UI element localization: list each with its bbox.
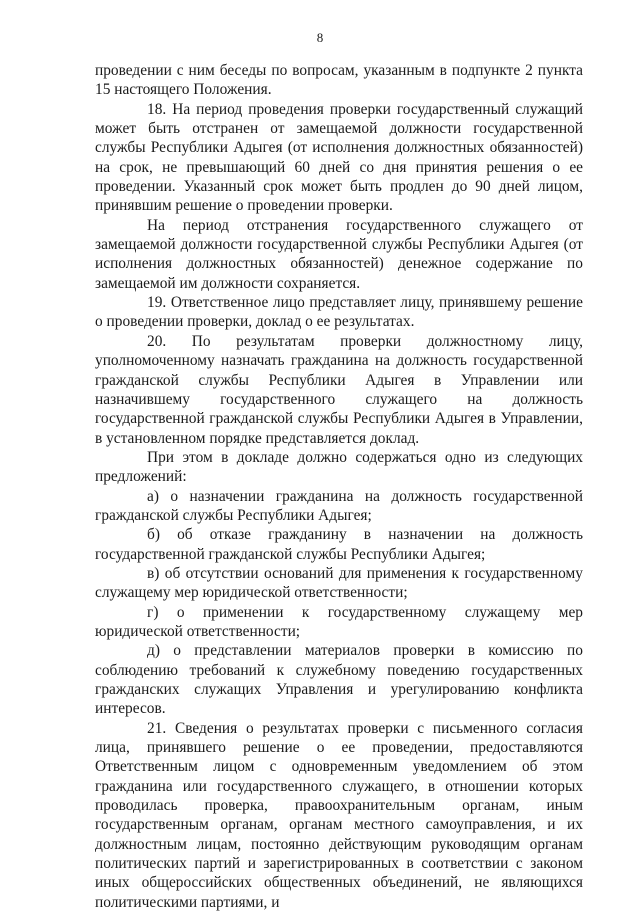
- paragraph-18: 18. На период проведения проверки государственный служащий может быть отстранен от замещаемой должности государственной службы Республики Адыгея (от исполнения должностных обязанностей) на срок, не превышающий 60 дней со дня принятия решения о ее проведении. Указанный срок может быть продлен до 90 дней лицом, принявшим решение о проведении проверки.: [95, 100, 583, 215]
- paragraph-21: 21. Сведения о результатах проверки с письменного согласия лица, принявшего решение о ее проведении, предоставляются Ответственным лицом с одновременным уведомлением об этом гражданина или государственного служащего, в отношении которых проводилась проверка, правоохранительным органам, иным государственным органам, органам местного самоуправления, и их должностным лицам, постоянно действующим руководящим органам политических партий и зарегистрированных в соответствии с законом иных общероссийских общественных объединений, не являющихся политическими партиями, и: [95, 719, 583, 911]
- list-item-v: в) об отсутствии оснований для применения к государственному служащему мер юридической ответственности;: [95, 564, 583, 602]
- paragraph-20-intro: При этом в докладе должно содержаться одно из следующих предложений:: [95, 448, 583, 486]
- list-item-b: б) об отказе гражданину в назначении на должность государственной гражданской службы Республики Адыгея;: [95, 526, 583, 563]
- list-item-d: д) о представлении материалов проверки в комиссию по соблюдению требований к служебному поведению государственных гражданских служащих Управления и урегулированию конфликта интересов.: [95, 642, 583, 718]
- paragraph-18-salary: На период отстранения государственного служащего от замещаемой должности государственной службы Республики Адыгея (от исполнения должностных обязанностей) денежное содержание по замещаемой им должности сохраняется.: [95, 216, 583, 292]
- list-item-a: а) о назначении гражданина на должность государственной гражданской службы Республики Адыгея;: [95, 487, 583, 524]
- list-item-g: г) о применении к государственному служащему мер юридической ответственности;: [95, 603, 583, 640]
- document-body: [95, 61, 583, 912]
- paragraph-19: 19. Ответственное лицо представляет лицу, принявшему решение о проведении проверки, доклад о ее результатах.: [95, 294, 583, 331]
- paragraph-20: 20. По результатам проверки должностному лицу, уполномоченному назначать гражданина на должность государственной гражданской службы Республики Адыгея в Управлении или назначившему государственного служащего на должность государственной гражданской службы Республики Адыгея в Управлении, в установленном порядке представляется доклад.: [95, 332, 583, 447]
- page-number: 8: [316, 30, 324, 45]
- paragraph-continuation: проведении с ним беседы по вопросам, указанным в подпункте 2 пункта 15 настоящего Положения.: [95, 62, 583, 99]
